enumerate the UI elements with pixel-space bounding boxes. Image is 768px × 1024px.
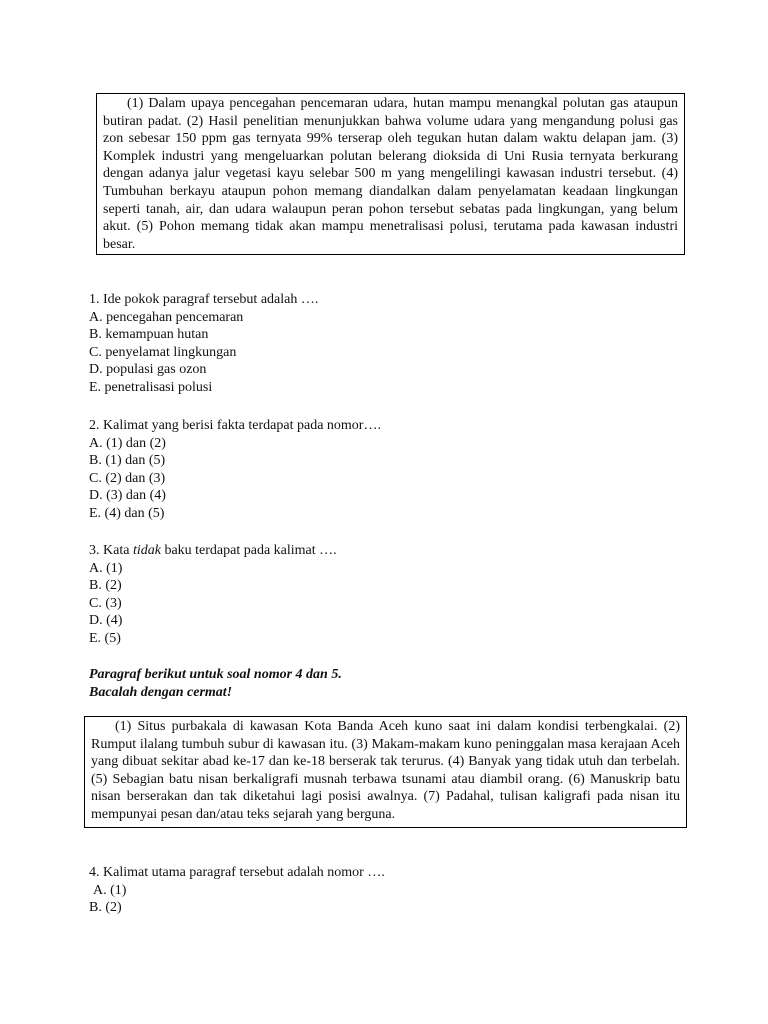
question-1-option-e: E. penetralisasi polusi <box>89 379 213 395</box>
section-intro-line-2: Bacalah dengan cermat! <box>89 684 233 700</box>
question-3-emphasis: tidak <box>132 543 161 558</box>
question-1-option-a: A. pencegahan pencemaran <box>89 309 244 325</box>
question-2-option-d: D. (3) dan (4) <box>89 488 166 504</box>
passage-2-box <box>84 716 687 828</box>
question-2-option-a: A. (1) dan (2) <box>89 435 166 451</box>
question-2-option-e: E. (4) dan (5) <box>89 505 165 521</box>
question-2-option-c: C. (2) dan (3) <box>89 470 166 486</box>
question-1-option-d: D. populasi gas ozon <box>89 362 207 378</box>
passage-2-text: (1) Situs purbakala di kawasan Kota Banda Aceh kuno saat ini dalam kondisi terbengkalai. (2) Rumput ilalang tumbuh subur di kawasan itu. (3) Makam-makam kuno peninggalan masa kerajaan Aceh yang dibuat sekitar abad ke-17 dan ke-18 berserak tak terurus. (4) Banyak yang tidak utuh dan terbelah. (5) Sebagian batu nisan berkaligrafi musnah terbawa tsunami atau diambil orang. (6) Manuskrip batu nisan berserakan dan tak diketahui lagi posisi awalnya. (7) Padahal, tulisan kaligrafi pada nisan itu mempunyai pesan dan/atau teks sejarah yang berguna. <box>91 719 680 822</box>
question-4-option-a: A. (1) <box>93 882 127 898</box>
question-3-option-c: C. (3) <box>89 595 122 611</box>
question-3-option-a: A. (1) <box>89 560 123 576</box>
question-2-option-b: B. (1) dan (5) <box>89 453 166 469</box>
question-1-text: 1. Ide pokok paragraf tersebut adalah …. <box>89 292 319 307</box>
question-3-text <box>89 542 337 560</box>
question-3-option-e: E. (5) <box>89 630 121 646</box>
question-3-option-b: B. (2) <box>89 578 122 594</box>
question-1-option-b: B. kemampuan hutan <box>89 327 209 343</box>
passage-1-text: (1) Dalam upaya pencegahan pencemaran udara, hutan mampu menangkal polutan gas ataupun butiran padat. (2) Hasil penelitian menunjukkan bahwa volume udara yang mengandung polusi gas zon sebesar 150 ppm gas ternyata 99% terserap oleh tegukan hutan dalam waktu delapan jam. (3) Komplek industri yang mengeluarkan polutan belerang dioksida di Uni Rusia ternyata berkurang dengan adanya jalur vegetasi kayu selebar 500 m yang mengelilingi kawasan industri tersebut. (4) Tumbuhan berkayu ataupun pohon memang diandalkan dalam penyelamatan keadaan lingkungan seperti tanah, air, dan udara walaupun peran pohon tersebut sebatas pada lingkungan, yang belum akut. (5) Pohon memang tidak akan mampu menetralisasi polusi, terutama pada kawasan industri besar. <box>103 96 678 252</box>
question-4 <box>89 864 385 917</box>
question-3 <box>89 542 337 648</box>
question-3-text-start: 3. Kata <box>89 543 133 558</box>
question-2-text: 2. Kalimat yang berisi fakta terdapat pada nomor…. <box>89 418 381 433</box>
section-intro <box>89 666 342 701</box>
question-2 <box>89 417 381 523</box>
section-intro-line-1: Paragraf berikut untuk soal nomor 4 dan 5. <box>89 667 342 682</box>
question-1-option-c: C. penyelamat lingkungan <box>89 344 237 360</box>
question-3-text-end: baku terdapat pada kalimat …. <box>160 543 337 558</box>
question-4-text: 4. Kalimat utama paragraf tersebut adalah nomor …. <box>89 865 385 880</box>
question-4-option-b: B. (2) <box>89 900 122 916</box>
question-3-option-d: D. (4) <box>89 613 123 629</box>
passage-1-box <box>96 93 685 255</box>
question-1 <box>89 291 318 397</box>
